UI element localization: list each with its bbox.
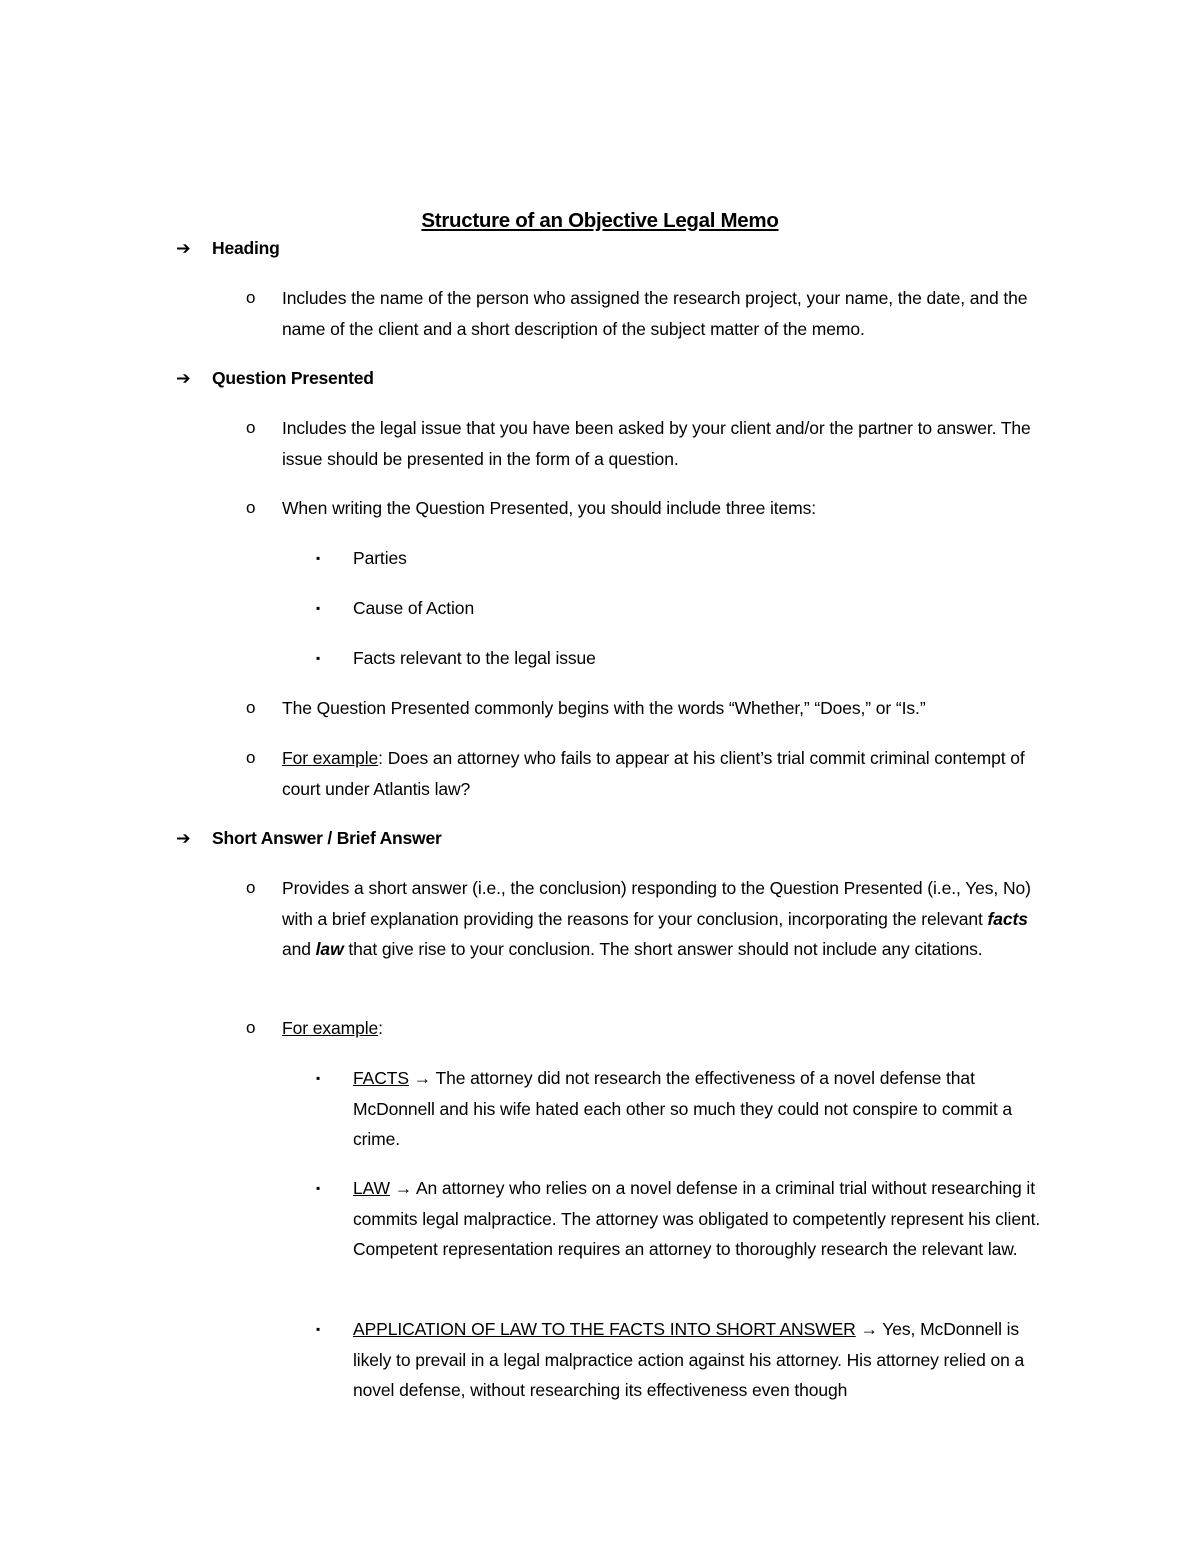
sub-list-item-text: [353, 1314, 1056, 1406]
circle-bullet-icon: o: [246, 878, 256, 897]
list-item: [246, 873, 1046, 965]
circle-bullet-icon: o: [246, 498, 256, 517]
facts-label: FACTS: [353, 1068, 409, 1088]
page-title: Structure of an Objective Legal Memo: [421, 209, 779, 232]
list-item: [246, 1013, 1046, 1044]
law-label: LAW: [353, 1178, 390, 1198]
sub-list-item-text: Facts relevant to the legal issue: [353, 648, 596, 668]
square-bullet-icon: ▪: [316, 551, 321, 565]
law-text: → An attorney who relies on a novel defense in a criminal trial without researching it commits legal malpractice. The attorney was obligated to competently represent his client. Competent representation requires an attorney to thoroughly research the relevant law.: [353, 1178, 1041, 1259]
circle-bullet-icon: o: [246, 748, 256, 767]
example-label: For example: [282, 1018, 379, 1038]
section-question-presented-label: Question Presented: [212, 368, 374, 388]
square-bullet-icon: ▪: [316, 1071, 321, 1085]
list-item-text: When writing the Question Presented, you should include three items:: [282, 498, 817, 518]
facts-emphasis: facts: [987, 908, 1028, 929]
example-label: For example: [282, 748, 379, 768]
list-item: [246, 283, 1046, 344]
text-run: that give rise to your conclusion. The short answer should not include any citations.: [343, 939, 983, 959]
list-item: [246, 413, 1046, 474]
sub-list-item-text: [353, 1063, 1056, 1155]
text-run: Provides a short answer (i.e., the conclusion) responding to the Question Presented (i.e., Yes, No) with a brief explanation providing the reasons for your conclusion, incorporating the relevant: [282, 878, 1031, 929]
sub-list-item-text: [353, 1173, 1056, 1265]
section-heading: [176, 233, 280, 263]
arrow-icon: ➔: [176, 368, 191, 388]
section-heading-label: Heading: [212, 238, 280, 258]
square-bullet-icon: ▪: [316, 651, 321, 665]
example-text: : Does an attorney who fails to appear at his client’s trial commit criminal contempt of court under Atlantis law?: [282, 748, 1025, 799]
square-bullet-icon: ▪: [316, 601, 321, 615]
square-bullet-icon: ▪: [316, 1181, 321, 1195]
law-emphasis: law: [315, 939, 344, 959]
circle-bullet-icon: o: [246, 418, 256, 437]
sub-list-item: [316, 593, 1056, 624]
list-item-text: The Question Presented commonly begins with the words “Whether,” “Does,” or “Is.”: [282, 698, 926, 718]
section-short-answer-label: Short Answer / Brief Answer: [212, 828, 442, 848]
list-item-text: [282, 743, 1046, 804]
sub-list-item: [316, 1314, 1056, 1406]
circle-bullet-icon: o: [246, 288, 256, 307]
list-item-text: [282, 1013, 1046, 1044]
list-item: [246, 693, 1046, 724]
list-item-text: Includes the legal issue that you have been asked by your client and/or the partner to answer. The issue should be presented in the form of a question.: [282, 418, 1031, 469]
arrow-icon: ➔: [176, 828, 191, 848]
circle-bullet-icon: o: [246, 698, 256, 717]
section-question-presented: [176, 363, 374, 393]
section-short-answer: [176, 823, 442, 853]
sub-list-item: [316, 1063, 1056, 1155]
sub-list-item: [316, 543, 1056, 574]
sub-list-item: [316, 1173, 1056, 1265]
circle-bullet-icon: o: [246, 1018, 256, 1037]
text-run: and: [282, 939, 316, 959]
sub-list-item-text: Cause of Action: [353, 598, 475, 618]
application-text: → Yes, McDonnell is likely to prevail in a legal malpractice action against his attorney. His attorney relied on a novel defense, without researching its effectiveness even though: [353, 1319, 1025, 1400]
arrow-icon: ➔: [176, 238, 191, 258]
list-item-text: [282, 873, 1046, 965]
list-item: [246, 493, 1046, 524]
sub-list-item: [316, 643, 1056, 674]
list-item: [246, 743, 1046, 804]
application-label: APPLICATION OF LAW TO THE FACTS INTO SHORT ANSWER: [353, 1319, 856, 1339]
square-bullet-icon: ▪: [316, 1322, 321, 1336]
sub-list-item-text: Parties: [353, 548, 407, 568]
text-run: :: [378, 1018, 383, 1038]
facts-text: → The attorney did not research the effectiveness of a novel defense that McDonnell and his wife hated each other so much they could not conspire to commit a crime.: [353, 1068, 1012, 1149]
list-item-text: Includes the name of the person who assigned the research project, your name, the date, and the name of the client and a short description of the subject matter of the memo.: [282, 288, 1028, 339]
